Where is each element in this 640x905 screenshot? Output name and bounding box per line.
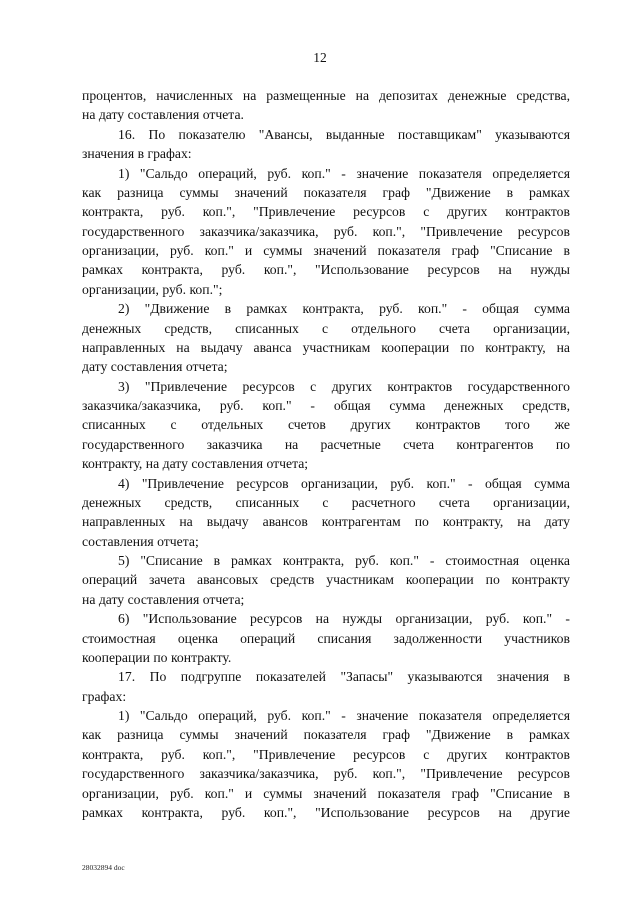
text-line: 6) "Использование ресурсов на нужды организации, руб. коп." -	[118, 611, 570, 627]
text-line: 2) "Движение в рамках контракта, руб. коп." - общая сумма	[118, 301, 570, 317]
text-line: рамках контракта, руб. коп.", "Использование ресурсов на другие	[82, 804, 570, 820]
text-line: государственного заказчика на расчетные счета контрагентов по	[82, 436, 570, 452]
text-line: дату составления отчета;	[82, 359, 228, 375]
document-footer-id: 28032894 doc	[82, 863, 125, 872]
text-line: рамках контракта, руб. коп.", "Использование ресурсов на нужды	[82, 262, 570, 278]
text-line: процентов, начисленных на размещенные на депозитах денежные средства,	[82, 88, 570, 103]
text-line: 4) "Привлечение ресурсов организации, руб. коп." - общая сумма	[118, 475, 570, 491]
text-line: значения в графах:	[82, 146, 192, 162]
text-line: составления отчета;	[82, 533, 199, 549]
text-line: как разница суммы значений показателя граф "Движение в рамках	[82, 727, 570, 743]
document-body	[82, 86, 570, 822]
page-number: 12	[313, 50, 327, 65]
text-line: денежных средств, списанных с расчетного счета организации,	[82, 494, 570, 510]
paragraph-17-heading: 17. По подгруппе показателей "Запасы" указываются значения в	[118, 669, 570, 685]
text-line: графах:	[82, 688, 127, 704]
paragraph-16-heading: 16. По показателю "Авансы, выданные поставщикам" указываются	[118, 126, 570, 142]
text-line: 3) "Привлечение ресурсов с других контрактов государственного	[118, 378, 570, 394]
text-line: как разница суммы значений показателя граф "Движение в рамках	[82, 184, 570, 200]
text-line: кооперации по контракту.	[82, 649, 232, 665]
text-line: государственного заказчика/заказчика, руб. коп.", "Привлечение ресурсов	[82, 766, 570, 782]
text-line: 5) "Списание в рамках контракта, руб. коп." - стоимостная оценка	[118, 553, 570, 568]
text-line: организации, руб. коп." и суммы значений показателя граф "Списание в	[82, 785, 570, 801]
text-line: организации, руб. коп." и суммы значений показателя граф "Списание в	[82, 243, 570, 258]
text-line: направленных на выдачу авансов контрагентам по контракту, на дату	[82, 514, 570, 530]
text-line: контракту, на дату составления отчета;	[82, 456, 309, 472]
text-line: 1) "Сальдо операций, руб. коп." - значение показателя определяется	[118, 165, 570, 181]
text-line: на дату составления отчета.	[82, 107, 244, 123]
text-line: организации, руб. коп.";	[82, 281, 223, 297]
text-line: 1) "Сальдо операций, руб. коп." - значение показателя определяется	[118, 708, 570, 723]
text-line: направленных на выдачу аванса участникам кооперации по контракту, на	[82, 339, 570, 355]
text-line: на дату составления отчета;	[82, 591, 245, 607]
text-line: контракта, руб. коп.", "Привлечение ресурсов с других контрактов	[82, 204, 570, 220]
text-line: заказчика/заказчика, руб. коп." - общая сумма денежных средств,	[82, 398, 570, 413]
text-line: списанных с отдельных счетов других контрактов того же	[82, 417, 570, 433]
text-line: государственного заказчика/заказчика, руб. коп.", "Привлечение ресурсов	[82, 223, 570, 239]
text-line: стоимостная оценка операций списания задолженности участников	[82, 630, 570, 646]
text-line: контракта, руб. коп.", "Привлечение ресурсов с других контрактов	[82, 746, 570, 762]
text-line: денежных средств, списанных с отдельного счета организации,	[82, 320, 570, 336]
text-line: операций зачета авансовых средств участникам кооперации по контракту	[82, 572, 570, 588]
